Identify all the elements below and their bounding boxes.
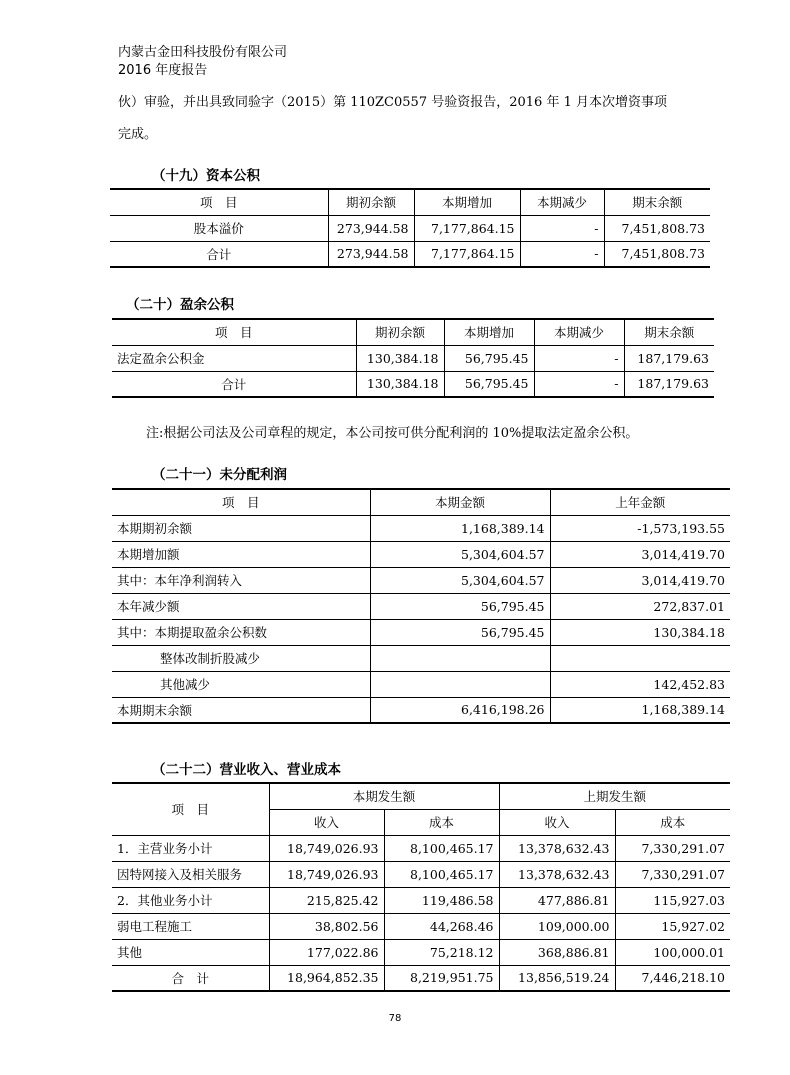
table-cell: 13,856,519.24 (499, 965, 615, 991)
table-header-row (112, 489, 730, 515)
table-cell: 56,795.45 (370, 593, 550, 619)
header-cell: 期初余额 (328, 189, 414, 215)
table-cell: 272,837.01 (550, 593, 730, 619)
header-cell: 项 目 (112, 489, 370, 515)
table-cell: 1．主营业务小计 (112, 835, 269, 861)
table-cell: 其他减少 (112, 671, 370, 697)
revenue-cost-table (112, 782, 730, 992)
table-cell: 7,330,291.07 (615, 835, 730, 861)
table-cell: 7,451,808.73 (604, 241, 710, 267)
table-cell: 18,964,852.35 (269, 965, 384, 991)
table-cell: 130,384.18 (356, 371, 444, 397)
section-19-title: （十九）资本公积 (152, 168, 260, 184)
table-cell: 其他 (112, 939, 269, 965)
table-cell: - (520, 215, 604, 241)
table-row (112, 515, 730, 541)
table-cell: - (534, 371, 624, 397)
table-header-row (112, 319, 714, 345)
table-cell: 弱电工程施工 (112, 913, 269, 939)
table-cell: 187,179.63 (624, 345, 714, 371)
table-cell: 7,446,218.10 (615, 965, 730, 991)
table-cell: 130,384.18 (550, 619, 730, 645)
intro-line-1: 伙）审验，并出具致同验字（2015）第 110ZC0557 号验资报告，2016 年 1 月本次增资事项 (118, 95, 667, 110)
table-cell: 3,014,419.70 (550, 541, 730, 567)
capital-reserve-table (110, 188, 710, 268)
table-cell: 8,100,465.17 (384, 861, 499, 887)
table-cell: 7,177,864.15 (414, 241, 520, 267)
table-cell: 115,927.03 (615, 887, 730, 913)
table-cell: 273,944.58 (328, 241, 414, 267)
table-cell: 其中：本期提取盈余公积数 (112, 619, 370, 645)
header-cell: 本期发生额 (269, 783, 499, 809)
table-cell: 7,177,864.15 (414, 215, 520, 241)
table-cell: 8,219,951.75 (384, 965, 499, 991)
table-cell: 18,749,026.93 (269, 835, 384, 861)
table-row (112, 939, 730, 965)
table-cell: 7,330,291.07 (615, 861, 730, 887)
header-cell: 成本 (384, 809, 499, 835)
table-cell (370, 645, 550, 671)
table-row (112, 593, 730, 619)
table-row (112, 965, 730, 991)
table-cell: 5,304,604.57 (370, 541, 550, 567)
table-row (112, 913, 730, 939)
table-cell: 法定盈余公积金 (112, 345, 356, 371)
table-cell: 15,927.02 (615, 913, 730, 939)
table-header-row (112, 783, 730, 809)
table-row (112, 697, 730, 723)
table-row (112, 671, 730, 697)
table-cell (550, 645, 730, 671)
table-cell: 5,304,604.57 (370, 567, 550, 593)
table-cell: 2．其他业务小计 (112, 887, 269, 913)
section-20-title: （二十）盈余公积 (126, 297, 234, 313)
table-cell: 38,802.56 (269, 913, 384, 939)
table-cell: 13,378,632.43 (499, 835, 615, 861)
report-title: 2016 年度报告 (118, 63, 208, 78)
header-cell: 项 目 (112, 319, 356, 345)
table-cell: 56,795.45 (444, 371, 534, 397)
table-cell: 215,825.42 (269, 887, 384, 913)
table-row (110, 241, 710, 267)
header-cell: 本期增加 (414, 189, 520, 215)
table-row (110, 215, 710, 241)
table-cell: 56,795.45 (370, 619, 550, 645)
table-cell: 1,168,389.14 (370, 515, 550, 541)
header-cell: 期末余额 (604, 189, 710, 215)
table-cell: 3,014,419.70 (550, 567, 730, 593)
table-row (112, 861, 730, 887)
table-cell: 合计 (110, 241, 328, 267)
header-cell: 期初余额 (356, 319, 444, 345)
table-cell: 56,795.45 (444, 345, 534, 371)
table-cell: 1,168,389.14 (550, 697, 730, 723)
table-row (112, 619, 730, 645)
header-cell: 本期减少 (520, 189, 604, 215)
table-cell: 142,452.83 (550, 671, 730, 697)
table-row (112, 567, 730, 593)
table-cell: 18,749,026.93 (269, 861, 384, 887)
table-header-row (110, 189, 710, 215)
table-cell: 75,218.12 (384, 939, 499, 965)
header-cell: 成本 (615, 809, 730, 835)
intro-line-2: 完成。 (118, 127, 158, 142)
table-cell: 本年减少额 (112, 593, 370, 619)
table-row (112, 541, 730, 567)
table-cell: 合计 (112, 371, 356, 397)
undistributed-profit-table (112, 488, 730, 724)
section-21-title: （二十一）未分配利润 (152, 467, 287, 483)
table-cell: 6,416,198.26 (370, 697, 550, 723)
header-cell: 项 目 (110, 189, 328, 215)
table-cell: - (520, 241, 604, 267)
table-cell: - (534, 345, 624, 371)
header-cell: 上年金额 (550, 489, 730, 515)
header-cell: 期末余额 (624, 319, 714, 345)
table-cell: 其中：本年净利润转入 (112, 567, 370, 593)
header-cell: 上期发生额 (499, 783, 730, 809)
table-cell: 130,384.18 (356, 345, 444, 371)
header-cell: 本期减少 (534, 319, 624, 345)
table-cell: 本期增加额 (112, 541, 370, 567)
page-number: 78 (388, 1013, 402, 1024)
header-cell: 收入 (269, 809, 384, 835)
table-cell: 13,378,632.43 (499, 861, 615, 887)
table-cell: 本期期末余额 (112, 697, 370, 723)
header-cell: 项 目 (112, 783, 269, 835)
table-row (112, 835, 730, 861)
company-name: 内蒙古金田科技股份有限公司 (118, 45, 288, 60)
table-cell: 177,022.86 (269, 939, 384, 965)
table-cell: 100,000.01 (615, 939, 730, 965)
header-cell: 收入 (499, 809, 615, 835)
section-22-title: （二十二）营业收入、营业成本 (152, 762, 341, 778)
table-cell (370, 671, 550, 697)
surplus-reserve-table (112, 318, 714, 398)
table-row (112, 371, 714, 397)
table-cell: 368,886.81 (499, 939, 615, 965)
table-row (112, 645, 730, 671)
table-cell: 119,486.58 (384, 887, 499, 913)
table-cell: 109,000.00 (499, 913, 615, 939)
table-row (112, 345, 714, 371)
table-cell: 8,100,465.17 (384, 835, 499, 861)
table-cell: 整体改制折股减少 (112, 645, 370, 671)
surplus-reserve-note: 注:根据公司法及公司章程的规定，本公司按可供分配利润的 10%提取法定盈余公积。 (146, 426, 639, 441)
table-cell: 477,886.81 (499, 887, 615, 913)
table-cell: 合 计 (112, 965, 269, 991)
header-cell: 本期金额 (370, 489, 550, 515)
table-cell: 因特网接入及相关服务 (112, 861, 269, 887)
table-cell: 187,179.63 (624, 371, 714, 397)
table-row (112, 887, 730, 913)
table-cell: 本期期初余额 (112, 515, 370, 541)
table-cell: 273,944.58 (328, 215, 414, 241)
header-cell: 本期增加 (444, 319, 534, 345)
table-cell: 7,451,808.73 (604, 215, 710, 241)
table-cell: -1,573,193.55 (550, 515, 730, 541)
table-cell: 股本溢价 (110, 215, 328, 241)
table-cell: 44,268.46 (384, 913, 499, 939)
